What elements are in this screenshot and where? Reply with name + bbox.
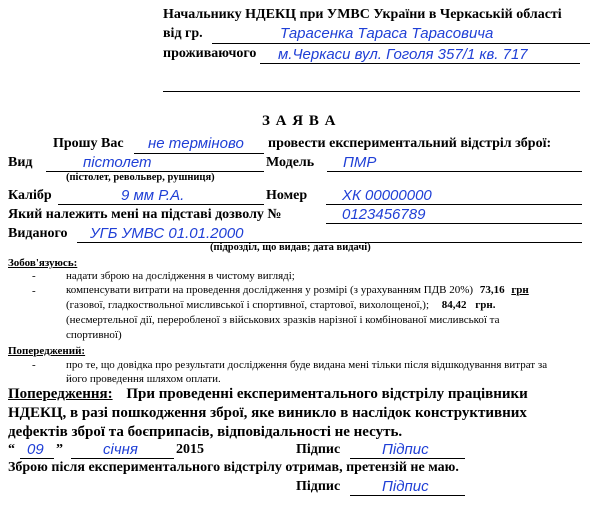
obligation-2-text-a: компенсувати витрати на проведення дослідження у розмірі (з урахуванням ПДВ 20%)	[66, 284, 474, 296]
issued-label: Виданого	[8, 226, 68, 241]
model-label: Модель	[266, 155, 315, 170]
obligation-2-line4: спортивної)	[66, 329, 122, 341]
obligation-2-unit1: грн	[511, 284, 529, 296]
day-line	[20, 458, 54, 459]
type-hint: (пістолет, револьвер, рушниця)	[66, 172, 215, 183]
caliber-label: Калібр	[8, 188, 52, 203]
type-label: Вид	[8, 155, 33, 170]
warning-line1	[8, 386, 528, 403]
obligation-2-line1	[66, 284, 529, 296]
signature2-line	[350, 495, 465, 496]
permit-label: Який належить мені на підставі дозволу №	[8, 207, 282, 222]
obligation-1-dash: -	[32, 270, 36, 282]
number-line	[326, 204, 582, 205]
residence-line	[260, 63, 580, 64]
residence-extra-line	[163, 91, 580, 92]
obligation-2-dash: -	[32, 285, 36, 297]
number-value[interactable]: ХК 00000000	[342, 187, 432, 204]
residence-label: проживаючого	[163, 46, 257, 61]
date-close-quote: ”	[56, 442, 63, 457]
type-value[interactable]: пістолет	[83, 154, 152, 171]
signature-line	[350, 458, 465, 459]
request-prefix: Прошу Вас	[53, 136, 124, 151]
obligations-heading: Зобов'язуюсь:	[8, 257, 78, 269]
request-line	[134, 153, 264, 154]
received-statement: Зброю після експериментального відстрілу отримав, претензій не маю.	[8, 460, 459, 475]
obligation-2-amount1: 73,16	[479, 284, 505, 296]
caliber-value[interactable]: 9 мм Р.А.	[121, 187, 185, 204]
warned-line2: його проведення шляхом оплати.	[66, 373, 221, 385]
signature2-value[interactable]: Підпис	[382, 478, 429, 495]
document-title: З А Я В А	[262, 113, 337, 129]
from-label: від гр.	[163, 26, 203, 41]
model-value[interactable]: ПМР	[343, 154, 377, 171]
date-month[interactable]: січня	[103, 441, 138, 458]
date-day[interactable]: 09	[27, 441, 44, 458]
request-value[interactable]: не терміново	[148, 135, 244, 152]
issued-value[interactable]: УГБ УМВС 01.01.2000	[90, 225, 244, 242]
warning-text-1: При проведенні експериментального відстрілу працівники	[126, 386, 528, 402]
date-open-quote: “	[8, 442, 15, 457]
warning-line2: НДЕКЦ, в разі пошкодження зброї, яке виникло в наслідок конструктивних	[8, 405, 527, 421]
warned-dash: -	[32, 359, 36, 371]
permit-line	[326, 223, 582, 224]
signature-label: Підпис	[296, 442, 341, 457]
warned-heading: Попереджений:	[8, 345, 86, 357]
signature2-label: Підпис	[296, 479, 341, 494]
obligation-2-unit2: грн.	[475, 299, 496, 311]
from-value[interactable]: Тарасенка Тараса Тарасовича	[280, 25, 494, 42]
residence-value[interactable]: м.Черкаси вул. Гоголя 357/1 кв. 717	[278, 46, 528, 63]
obligation-2-text-b: (газової, гладкоствольної мисливської і спортивної, стартової, вихолощеної,);	[66, 299, 430, 311]
addressee: Начальнику НДЕКЦ при УМВС України в Черкаській області	[163, 7, 562, 22]
request-suffix: провести експериментальний відстріл зброї:	[268, 136, 552, 151]
permit-value[interactable]: 0123456789	[342, 206, 426, 223]
signature-value[interactable]: Підпис	[382, 441, 429, 458]
caliber-line	[58, 204, 264, 205]
warned-line1: про те, що довідка про результати дослідження буде видана мені тільки після відшкодування витрат за	[66, 359, 548, 371]
obligation-2-line2	[66, 299, 495, 311]
obligation-2-line3: (несмертельної дії, переробленої з військових зразків нарізної і комбінованої мисливської та	[66, 314, 500, 326]
model-line	[327, 171, 582, 172]
issued-hint: (підрозділ, що видав; дата видачі)	[210, 242, 371, 253]
number-label: Номер	[266, 188, 308, 203]
obligation-2-amount2: 84,42	[441, 299, 467, 311]
warning-line3: дефектів зброї та боєприпасів, відповідальності не несуть.	[8, 424, 403, 440]
from-line	[212, 43, 590, 44]
date-year: 2015	[176, 442, 204, 457]
obligation-1: надати зброю на дослідження в чистому вигляді;	[66, 270, 295, 282]
warning-label: Попередження:	[8, 386, 113, 402]
month-line	[71, 458, 174, 459]
